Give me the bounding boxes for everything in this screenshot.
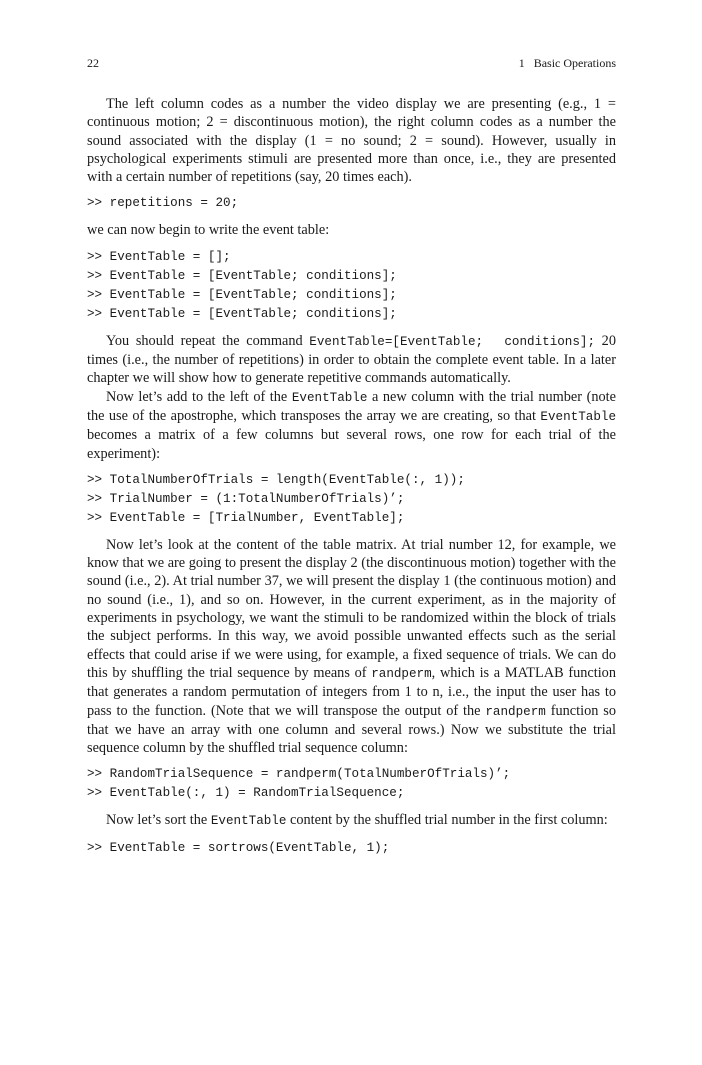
code-line: >> EventTable = [EventTable; conditions];	[87, 268, 397, 283]
inline-code: randperm	[371, 666, 432, 681]
code-line: >> EventTable = [EventTable; conditions];	[87, 287, 397, 302]
text-run: a new column with the trial number (note the use of the apostrophe, which transposes the array we are creating, so that	[87, 388, 616, 424]
code-line: >> repetitions = 20;	[87, 196, 239, 211]
paragraph-6	[87, 811, 616, 830]
paragraph-5	[87, 536, 616, 758]
code-line: >> EventTable = sortrows(EventTable, 1);	[87, 840, 390, 855]
page-number: 22	[87, 56, 99, 70]
code-block-3	[87, 471, 616, 528]
text-run: Now let’s add to the left of the	[106, 388, 292, 405]
running-header	[87, 56, 616, 72]
code-block-5	[87, 839, 616, 858]
paragraph-2: we can now begin to write the event table:	[87, 222, 330, 239]
text-run: function so that we have an array with one column and several rows.) Now we substitute the trial sequence column by the shuffled trial sequence column:	[87, 702, 616, 757]
page-body	[87, 95, 616, 866]
text-run: Now let’s sort the	[106, 812, 211, 829]
text-run: 20 times (i.e., the number of repetitions) in order to obtain the complete event table. In a later chapter we will show how to generate repetitive commands automatically.	[87, 332, 616, 387]
paragraph-1: The left column codes as a number the video display we are presenting (e.g., 1 = continuous motion; 2 = discontinuous motion), the right column codes as a number the sound associated with the display (1 = no sound; 2 = sound). However, usually in psychological experiments stimuli are presented more than once, i.e., they are presented with a certain number of repetitions (say, 20 times each).	[87, 96, 616, 186]
text-run: becomes a matrix of a few columns but several rows, one row for each trial of the experiment):	[87, 427, 616, 462]
inline-code: EventTable	[291, 390, 368, 405]
text-run: Now let’s look at the content of the table matrix. At trial number 12, for example, we know that we are going to present the display 2 (the discontinuous motion) together with the sound (i.e., 2). At trial number 37, we will present the display 1 (the continuous motion) and no sound (i.e., 1), and so on. However, in the current experiment, as in the majority of experiments in psychology, we want the stimuli to be randomized within the block of trials the subject performs. In this way, we avoid possible unwanted effects such as the serial effects that could arise if we were using, for example, a fixed sequence of trials. We can do this by shuffling the trial sequence by means of	[87, 536, 616, 681]
code-block-1	[87, 194, 616, 213]
chapter-title: 1 Basic Operations	[518, 56, 616, 70]
inline-code: EventTable=[EventTable; conditions];	[309, 334, 596, 349]
inline-code: EventTable	[540, 409, 616, 424]
code-block-4	[87, 765, 616, 803]
paragraph-4	[87, 388, 616, 463]
code-block-2	[87, 248, 616, 324]
inline-code: randperm	[485, 704, 546, 719]
code-line: >> TotalNumberOfTrials = length(EventTable(:, 1));	[87, 472, 465, 487]
code-line: >> TrialNumber = (1:TotalNumberOfTrials)’;	[87, 491, 405, 506]
text-run: , which is a MATLAB function that generates a random permutation of integers from 1 to n, i.e., the input the user has to pass to the function. (Note that we will transpose the output of the	[87, 664, 616, 719]
code-line: >> EventTable = [EventTable; conditions];	[87, 306, 397, 321]
inline-code: EventTable	[210, 814, 287, 829]
code-line: >> EventTable(:, 1) = RandomTrialSequence;	[87, 786, 405, 801]
code-line: >> EventTable = [TrialNumber, EventTable];	[87, 510, 405, 525]
text-run: You should repeat the command	[106, 332, 310, 349]
text-run: content by the shuffled trial number in the first column:	[286, 812, 608, 829]
paragraph-3	[87, 332, 616, 388]
code-line: >> EventTable = [];	[87, 249, 231, 264]
code-line: >> RandomTrialSequence = randperm(TotalNumberOfTrials)’;	[87, 767, 511, 782]
